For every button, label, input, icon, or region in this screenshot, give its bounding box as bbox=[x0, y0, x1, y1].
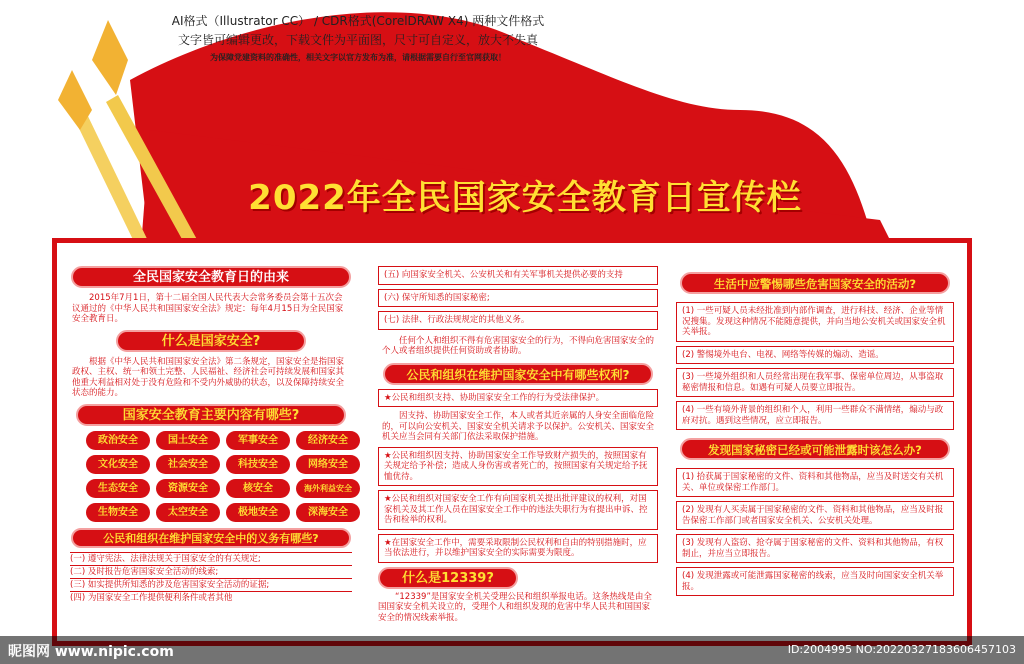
list-item: (二) 及时报告危害国家安全活动的线索; bbox=[70, 565, 352, 578]
list-item: (五) 向国家安全机关、公安机关和有关军事机关提供必要的支持 bbox=[378, 266, 658, 285]
hotline-body: “12339”是国家安全机关受理公民和组织举报电话。这条热线是由全国国家安全机关设立的，受理个人和组织发现的危害中华人民共和国国家安全的情况线索举报。 bbox=[378, 591, 652, 623]
watermark-bar bbox=[0, 636, 1024, 664]
list-item: 军事安全 bbox=[226, 431, 290, 450]
list-item: 文化安全 bbox=[86, 455, 150, 474]
rights-heading: 公民和组织在维护国家安全中有哪些权利? bbox=[383, 363, 653, 385]
list-item: (4) 发现泄露或可能泄露国家秘密的线索，应当及时向国家安全机关举报。 bbox=[676, 567, 954, 596]
header-line-3: 为保障党建资料的准确性，相关文字以官方发布为准，请根据需要自行至官网获取！ bbox=[210, 53, 506, 62]
header-line-1: AI格式（Illustrator CC） / CDR格式(CorelDRAW X4) 两种文件格式 bbox=[171, 14, 545, 28]
list-item: (3) 一些境外组织和人员经常出现在我军事、保密单位周边，从事盗取秘密情报和信息。如遇有可疑人员要立即报告。 bbox=[676, 368, 954, 397]
list-item: 网络安全 bbox=[296, 455, 360, 474]
middle-note: 任何个人和组织不得有危害国家安全的行为，不得向危害国家安全的个人或者组织提供任何资助或者协助。 bbox=[382, 335, 655, 356]
hotline-heading: 什么是12339? bbox=[378, 567, 518, 589]
watermark-right: ID:2004995 NO:20220327183606457103 bbox=[787, 643, 1016, 656]
list-item: 海外利益安全 bbox=[296, 479, 360, 498]
what-body: 根据《中华人民共和国国家安全法》第二条规定，国家安全是指国家政权、主权、统一和领土完整、人民福祉、经济社会可持续发展和国家其他重大利益相对处于没有危险和不受内外威胁的状态，以及保障持续安全状态的能力。 bbox=[72, 356, 345, 398]
list-item: ★在国家安全工作中，需要采取限制公民权利和自由的特别措施时，应当依法进行，并以维护国家安全的实际需要为限度。 bbox=[378, 534, 658, 563]
list-item: 科技安全 bbox=[226, 455, 290, 474]
list-item: 生态安全 bbox=[86, 479, 150, 498]
what-heading: 什么是国家安全? bbox=[116, 330, 306, 352]
alert-heading: 生活中应警惕哪些危害国家安全的活动? bbox=[680, 272, 950, 294]
list-item: ★公民和组织因支持、协助国家安全工作导致财产损失的，按照国家有关规定给予补偿；造成人身伤害或者死亡的，按照国家有关规定给予抚恤优待。 bbox=[378, 447, 658, 487]
list-item: (四) 为国家安全工作提供便利条件或者其他 bbox=[70, 591, 352, 604]
list-item: 因支持、协助国家安全工作，本人或者其近亲属的人身安全面临危险的，可以向公安机关、国家安全机关请求予以保护。公安机关、国家安全机关应当会同有关部门依法采取保护措施。 bbox=[382, 411, 655, 442]
list-item: (六) 保守所知悉的国家秘密; bbox=[378, 289, 658, 308]
list-item: ★公民和组织支持、协助国家安全工作的行为受法律保护。 bbox=[378, 389, 658, 408]
origin-body: 2015年7月1日，第十二届全国人民代表大会常务委员会第十五次会议通过的《中华人民共和国国家安全法》规定：每年4月15日为全民国家安全教育日。 bbox=[72, 293, 344, 324]
list-item: (三) 如实提供所知悉的涉及危害国家安全活动的证据; bbox=[70, 578, 352, 591]
list-item: (2) 警惕境外电台、电视、网络等传媒的煽动、造谣。 bbox=[676, 346, 954, 365]
list-item: (1) 拾获属于国家秘密的文件、资料和其他物品，应当及时送交有关机关、单位或保密工作部门。 bbox=[676, 468, 954, 497]
list-item: 资源安全 bbox=[156, 479, 220, 498]
duty-heading: 公民和组织在维护国家安全中的义务有哪些? bbox=[71, 528, 351, 548]
list-item: (1) 一些可疑人员未经批准到内部作调查，进行科技、经济、企业等情况搜集。发现这种情况不能随意提供，并向当地公安机关或国家安全机关举报。 bbox=[676, 302, 954, 342]
left-column bbox=[66, 266, 356, 604]
content-list bbox=[86, 431, 356, 522]
page-title: 2022年全民国家安全教育日宣传栏 bbox=[248, 178, 802, 218]
list-item: 极地安全 bbox=[226, 503, 290, 522]
list-item: (4) 一些有境外背景的组织和个人，利用一些群众不满情绪，煽动与政府对抗。遇到这些情况，应立即报告。 bbox=[676, 401, 954, 430]
list-item: 核安全 bbox=[226, 479, 290, 498]
middle-column bbox=[378, 266, 658, 623]
content-heading: 国家安全教育主要内容有哪些? bbox=[76, 404, 346, 426]
list-item: 国土安全 bbox=[156, 431, 220, 450]
list-item: 社会安全 bbox=[156, 455, 220, 474]
watermark-left: 昵图网 www.nipic.com bbox=[8, 644, 174, 660]
list-item: 经济安全 bbox=[296, 431, 360, 450]
list-item: (一) 遵守宪法、法律法规关于国家安全的有关规定; bbox=[70, 552, 352, 565]
list-item: 深海安全 bbox=[296, 503, 360, 522]
list-item: ★公民和组织对国家安全工作有向国家机关提出批评建议的权利，对国家机关及其工作人员在国家安全工作中的违法失职行为有提出申诉、控告和检举的权利。 bbox=[378, 490, 658, 530]
list-item: 太空安全 bbox=[156, 503, 220, 522]
list-item: (2) 发现有人买卖属于国家秘密的文件、资料和其他物品，应当及时报告保密工作部门或者国家安全机关、公安机关处理。 bbox=[676, 501, 954, 530]
list-item: 政治安全 bbox=[86, 431, 150, 450]
list-item: 生物安全 bbox=[86, 503, 150, 522]
list-item: (3) 发现有人盗窃、抢夺属于国家秘密的文件、资料和其他物品，有权制止，并应当立即报告。 bbox=[676, 534, 954, 563]
origin-heading: 全民国家安全教育日的由来 bbox=[71, 266, 351, 288]
header-line-2: 文字皆可编辑更改，下载文件为平面图，尺寸可自定义，放大不失真 bbox=[177, 33, 538, 47]
leak-heading: 发现国家秘密已经或可能泄露时该怎么办? bbox=[680, 438, 950, 460]
list-item: (七) 法律、行政法规规定的其他义务。 bbox=[378, 311, 658, 330]
right-column bbox=[676, 272, 954, 600]
